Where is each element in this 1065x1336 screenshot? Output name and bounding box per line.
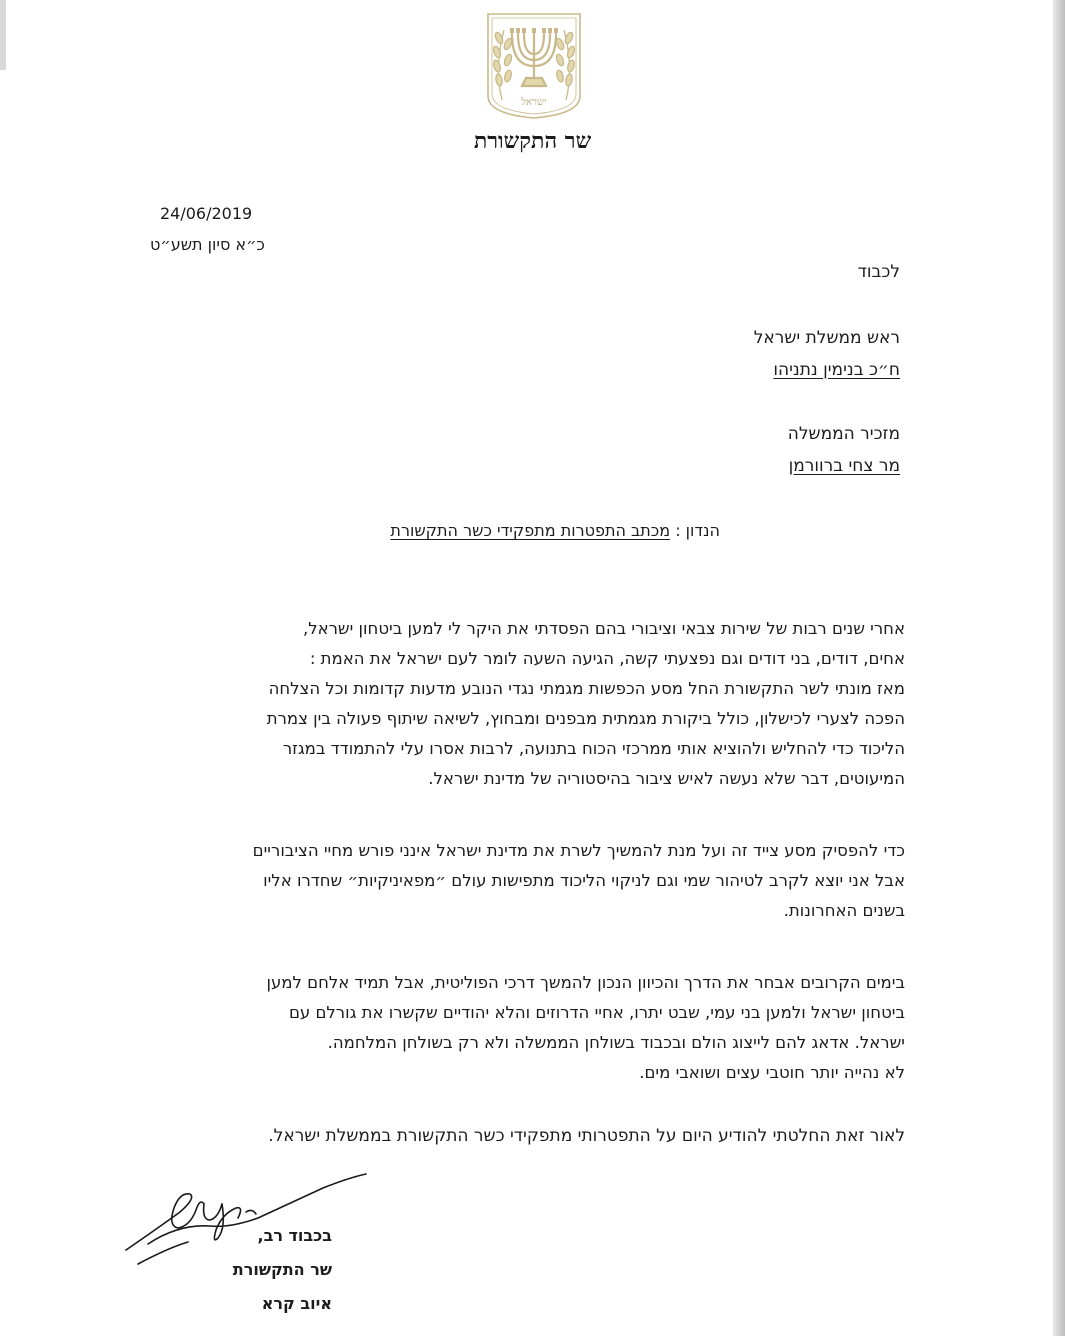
page-edge-right <box>1053 0 1065 1336</box>
subject-label: הנדון : <box>675 521 720 540</box>
closing-sentence: לאור זאת החלטתי להודיע היום על התפטרותי מתפקידי כשר התקשורת בממשלת ישראל. <box>268 1126 905 1146</box>
body-line: הפכה לצערי לכישלון, כולל ביקורת מגמתית מבפנים ומבחוץ, לשיאה שיתוף פעולה בין צמרת <box>266 709 905 728</box>
date-hebrew: כ״א סיון תשע״ט <box>150 235 265 254</box>
signoff-title: שר התקשורת <box>232 1260 332 1279</box>
body-line: ביטחון ישראל ולמען בני עמי, שבט יתרו, אחיי הדרוזים והלא יהודיים שקשרו את גורלם עם <box>288 1003 905 1022</box>
body-paragraph-3 <box>205 968 905 1088</box>
body-line: בשנים האחרונות. <box>783 901 905 920</box>
subject-line <box>330 521 720 540</box>
signoff-regards: בכבוד רב, <box>257 1226 332 1245</box>
recipient2-name: מר צחי ברוורמן <box>788 456 900 476</box>
recipient1-name: ח״כ בנימין נתניהו <box>773 360 900 380</box>
body-line: אבל אני יוצא לקרב לטיהור שמי וגם לניקוי הליכוד מתפישות עולם ״מפאיניקיות״ שחדרו אליו <box>263 871 905 890</box>
body-line: בימים הקרובים אבחר את הדרך והכיוון הנכון להמשך דרכי הפוליטית, אבל תמיד אלחם למען <box>266 973 905 992</box>
body-line: מאז מונתי לשר התקשורת החל מסע הכפשות מגמתי נגדי הנובע מדעות קדומות וכל הצלחה <box>268 679 905 698</box>
handwritten-signature-icon <box>118 1168 378 1278</box>
body-line: הליכוד כדי להחליש ולהוציא אותי ממרכזי הכוח בתנועה, לרבות אסרו עלי להתמודד במגזר <box>282 739 905 758</box>
recipient2-title: מזכיר הממשלה <box>787 424 900 444</box>
emblem-text: ישראל <box>521 97 547 108</box>
emblem-of-israel-icon <box>478 8 590 120</box>
body-line: אחים, דודים, בני דודים וגם נפצעתי קשה, הגיעה השעה לומר לעם ישראל את האמת : <box>309 649 905 668</box>
subject-text: מכתב התפטרות מתפקידי כשר התקשורת <box>390 521 671 540</box>
signoff-name: איוב קרא <box>261 1294 332 1313</box>
body-paragraph-2 <box>205 836 905 926</box>
salutation: לכבוד <box>857 262 900 282</box>
body-line: כדי להפסיק מסע צייד זה ועל מנת להמשיך לשרת את מדינת ישראל אינני פורש מחיי הציבוריים <box>252 841 905 860</box>
ministry-title: שר התקשורת <box>473 128 592 154</box>
body-line: המיעוטים, דבר שלא נעשה לאיש ציבור בהיסטוריה של מדינת ישראל. <box>428 769 905 788</box>
recipient1-title: ראש ממשלת ישראל <box>753 328 900 348</box>
body-paragraph-1 <box>205 614 905 794</box>
date-gregorian: 24/06/2019 <box>160 204 253 223</box>
body-line: ישראל. אדאג להם לייצוג הולם ובכבוד בשולחן הממשלה ולא רק בשולחן המלחמה. <box>327 1033 905 1052</box>
body-line: לא נהייה יותר חוטבי עצים ושואבי מים. <box>639 1063 905 1082</box>
page-edge-left <box>0 0 6 70</box>
body-line: אחרי שנים רבות של שירות צבאי וציבורי בהם הפסדתי את היקר לי למען ביטחון ישראל, <box>302 619 905 638</box>
